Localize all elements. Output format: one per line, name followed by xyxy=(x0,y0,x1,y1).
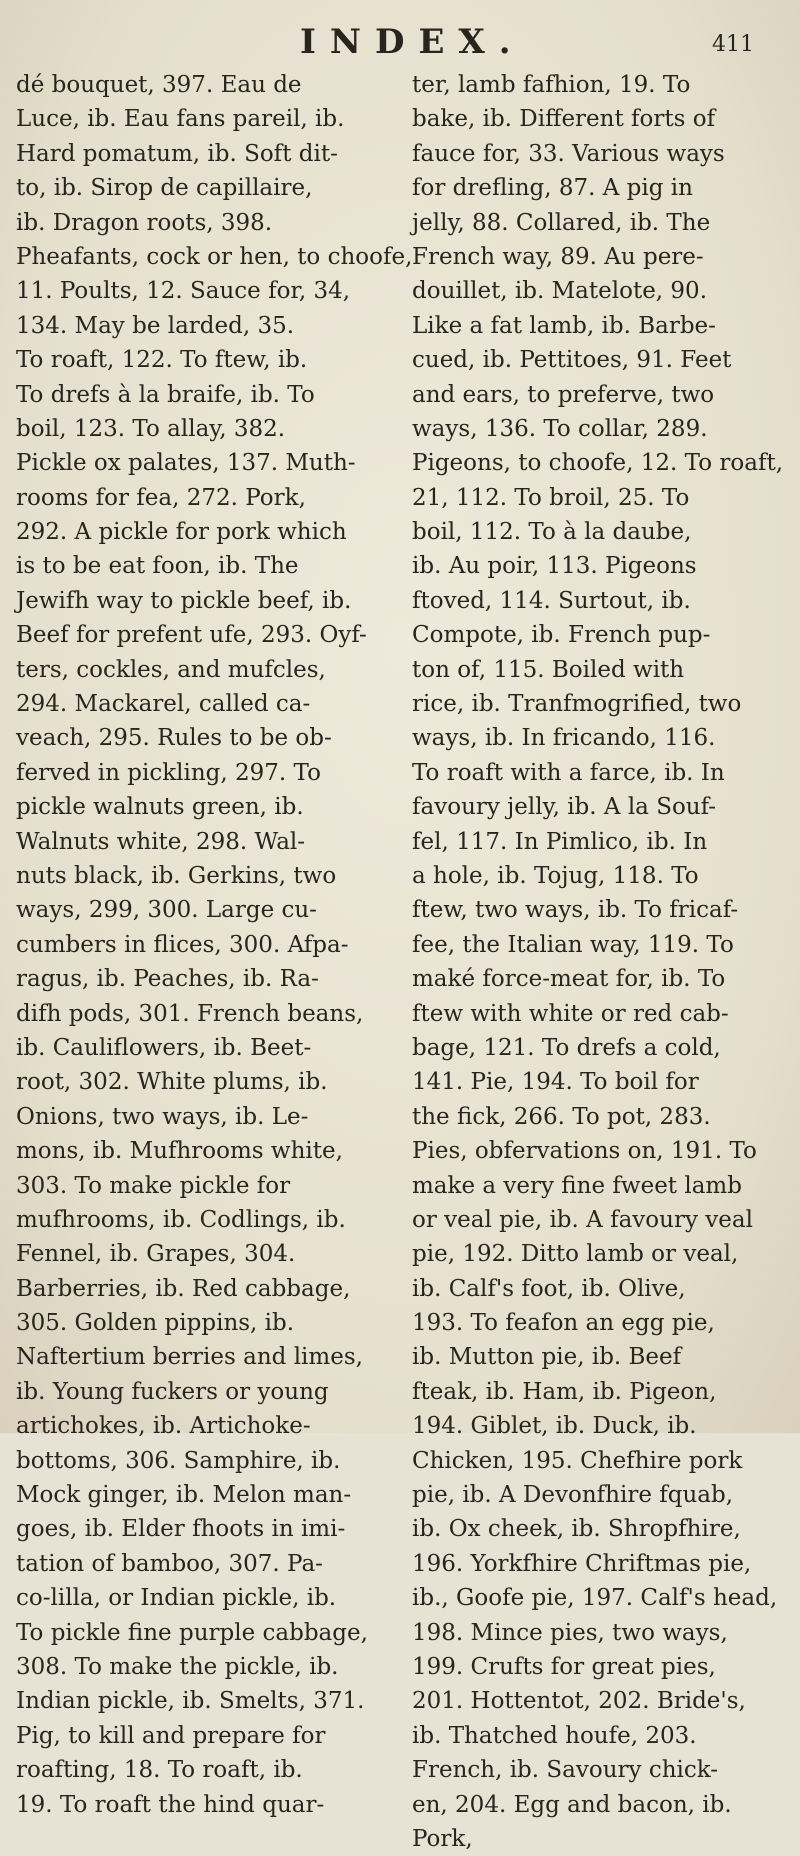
index-heading: INDEX. xyxy=(300,22,525,62)
index-line: veach, 295. Rules to be ob- xyxy=(16,725,332,752)
index-line: ton of, 115. Boiled with xyxy=(412,656,685,683)
index-line: rice, ib. Tranfmogrified, two xyxy=(412,691,742,718)
index-line: Onions, two ways, ib. Le- xyxy=(16,1103,309,1130)
index-line: ib. Thatched houfe, 203. xyxy=(412,1722,697,1749)
index-line: the fick, 266. To pot, 283. xyxy=(412,1103,711,1130)
index-line: and ears, to preferve, two xyxy=(412,381,715,408)
index-line: Pies, obfervations on, 191. To xyxy=(412,1138,757,1165)
index-line: root, 302. White plums, ib. xyxy=(16,1069,328,1096)
index-line: fee, the Italian way, 119. To xyxy=(412,931,734,958)
left-column xyxy=(16,68,413,1822)
index-line: 305. Golden pippins, ib. xyxy=(16,1310,295,1337)
index-line: ib. Cauliflowers, ib. Beet- xyxy=(16,1034,312,1061)
index-line: 198. Mince pies, two ways, xyxy=(412,1619,728,1646)
index-line: 199. Crufts for great pies, xyxy=(412,1653,716,1680)
index-line: Pigeons, to choofe, 12. To roaft, xyxy=(412,450,784,477)
index-line: 308. To make the pickle, ib. xyxy=(16,1653,339,1680)
index-line: French, ib. Savoury chick- xyxy=(412,1757,719,1784)
index-line: 292. A pickle for pork which xyxy=(16,519,347,546)
index-line: ragus, ib. Peaches, ib. Ra- xyxy=(16,966,319,993)
index-line: to, ib. Sirop de capillaire, xyxy=(16,175,313,202)
index-line: 141. Pie, 194. To boil for xyxy=(412,1069,699,1096)
index-line: French way, 89. Au pere- xyxy=(412,243,704,270)
index-line: Compote, ib. French pup- xyxy=(412,622,711,649)
index-line: To drefs à la braife, ib. To xyxy=(16,381,315,408)
index-line: ib. Dragon roots, 398. xyxy=(16,209,273,236)
index-line: ftoved, 114. Surtout, ib. xyxy=(412,587,691,614)
index-line: ways, 299, 300. Large cu- xyxy=(16,897,317,924)
index-line: 294. Mackarel, called ca- xyxy=(16,691,311,718)
index-line: maké force-meat for, ib. To xyxy=(412,966,726,993)
index-line: To roaft, 122. To ftew, ib. xyxy=(16,347,308,374)
index-line: To roaft with a farce, ib. In xyxy=(412,759,725,786)
index-line: artichokes, ib. Artichoke- xyxy=(16,1413,311,1440)
index-line: Barberries, ib. Red cabbage, xyxy=(16,1275,351,1302)
index-line: ways, 136. To collar, 289. xyxy=(412,415,708,442)
index-line: pie, ib. A Devonfhire fquab, xyxy=(412,1482,734,1509)
index-line: pickle walnuts green, ib. xyxy=(16,794,304,821)
index-line: Luce, ib. Eau fans pareil, ib. xyxy=(16,106,345,133)
index-line: 201. Hottentot, 202. Bride's, xyxy=(412,1688,746,1715)
index-line: favoury jelly, ib. A la Souf- xyxy=(412,794,717,821)
index-line: 194. Giblet, ib. Duck, ib. xyxy=(412,1413,697,1440)
index-line: fteak, ib. Ham, ib. Pigeon, xyxy=(412,1378,717,1405)
index-line: pie, 192. Ditto lamb or veal, xyxy=(412,1241,739,1268)
index-line: a hole, ib. Tojug, 118. To xyxy=(412,862,699,889)
index-line: fel, 117. In Pimlico, ib. In xyxy=(412,828,708,855)
index-line: ib. Mutton pie, ib. Beef xyxy=(412,1344,682,1371)
index-line: ftew with white or red cab- xyxy=(412,1000,729,1027)
index-line: 11. Poults, 12. Sauce for, 34, xyxy=(16,278,351,305)
index-line: ferved in pickling, 297. To xyxy=(16,759,321,786)
index-line: Walnuts white, 298. Wal- xyxy=(16,828,306,855)
index-line: douillet, ib. Matelote, 90. xyxy=(412,278,708,305)
index-line: is to be eat foon, ib. The xyxy=(16,553,299,580)
index-line: co-lilla, or Indian pickle, ib. xyxy=(16,1585,337,1612)
index-line: boil, 123. To allay, 382. xyxy=(16,415,286,442)
index-line: goes, ib. Elder fhoots in imi- xyxy=(16,1516,346,1543)
index-line: cumbers in flices, 300. Afpa- xyxy=(16,931,349,958)
index-line: ter, lamb fafhion, 19. To xyxy=(412,72,691,98)
index-line: for drefling, 87. A pig in xyxy=(412,175,693,202)
index-line: rooms for fea, 272. Pork, xyxy=(16,484,306,511)
index-line: Hard pomatum, ib. Soft dit- xyxy=(16,140,338,167)
index-line: ib. Au poir, 113. Pigeons xyxy=(412,553,697,580)
index-line: Indian pickle, ib. Smelts, 371. xyxy=(16,1688,365,1715)
index-line: Fennel, ib. Grapes, 304. xyxy=(16,1241,296,1268)
right-column xyxy=(412,68,784,1856)
index-line: ways, ib. In fricando, 116. xyxy=(412,725,716,752)
index-line: 134. May be larded, 35. xyxy=(16,312,295,339)
index-line: cued, ib. Pettitoes, 91. Feet xyxy=(412,347,732,374)
index-line: 19. To roaft the hind quar- xyxy=(16,1791,325,1818)
index-line: Jewifh way to pickle beef, ib. xyxy=(16,587,352,614)
index-line: ib. Ox cheek, ib. Shropfhire, xyxy=(412,1516,741,1543)
index-line: mufhrooms, ib. Codlings, ib. xyxy=(16,1206,346,1233)
page-number: 411 xyxy=(712,32,754,57)
index-line: Mock ginger, ib. Melon man- xyxy=(16,1482,352,1509)
index-line: 303. To make pickle for xyxy=(16,1172,291,1199)
index-line: dé bouquet, 397. Eau de xyxy=(16,72,302,98)
index-line: To pickle fine purple cabbage, xyxy=(16,1619,368,1646)
index-line: difh pods, 301. French beans, xyxy=(16,1000,364,1027)
index-line: Beef for prefent ufe, 293. Oyf- xyxy=(16,622,367,649)
index-line: make a very fine fweet lamb xyxy=(412,1172,742,1199)
index-line: or veal pie, ib. A favoury veal xyxy=(412,1206,753,1233)
index-line: ftew, two ways, ib. To fricaf- xyxy=(412,897,739,924)
index-line: Like a fat lamb, ib. Barbe- xyxy=(412,312,716,339)
index-line: 193. To feafon an egg pie, xyxy=(412,1310,715,1337)
index-line: Pickle ox palates, 137. Muth- xyxy=(16,450,356,477)
index-line: tation of bamboo, 307. Pa- xyxy=(16,1550,323,1577)
index-line: 196. Yorkfhire Chriftmas pie, xyxy=(412,1550,752,1577)
index-line: ib. Calf's foot, ib. Olive, xyxy=(412,1275,686,1302)
index-line: fauce for, 33. Various ways xyxy=(412,140,725,167)
index-line: jelly, 88. Collared, ib. The xyxy=(412,209,711,236)
index-line: boil, 112. To à la daube, xyxy=(412,519,692,546)
index-line: 21, 112. To broil, 25. To xyxy=(412,484,690,511)
index-line: Pork, xyxy=(412,1825,473,1852)
index-line: mons, ib. Mufhrooms white, xyxy=(16,1138,343,1165)
index-line: ters, cockles, and mufcles, xyxy=(16,656,326,683)
index-line: bottoms, 306. Samphire, ib. xyxy=(16,1447,341,1474)
index-line: nuts black, ib. Gerkins, two xyxy=(16,862,337,889)
running-head xyxy=(0,22,800,62)
index-line: Naftertium berries and limes, xyxy=(16,1344,363,1371)
index-line: Chicken, 195. Chefhire pork xyxy=(412,1447,743,1474)
index-line: Pig, to kill and prepare for xyxy=(16,1722,326,1749)
index-line: en, 204. Egg and bacon, ib. xyxy=(412,1791,732,1818)
index-line: ib. Young fuckers or young xyxy=(16,1378,329,1405)
index-line: bage, 121. To drefs a cold, xyxy=(412,1034,721,1061)
index-line: Pheafants, cock or hen, to choofe, xyxy=(16,243,413,270)
index-line: bake, ib. Different forts of xyxy=(412,106,716,133)
index-line: ib., Goofe pie, 197. Calf's head, xyxy=(412,1585,778,1612)
index-line: roafting, 18. To roaft, ib. xyxy=(16,1757,303,1784)
